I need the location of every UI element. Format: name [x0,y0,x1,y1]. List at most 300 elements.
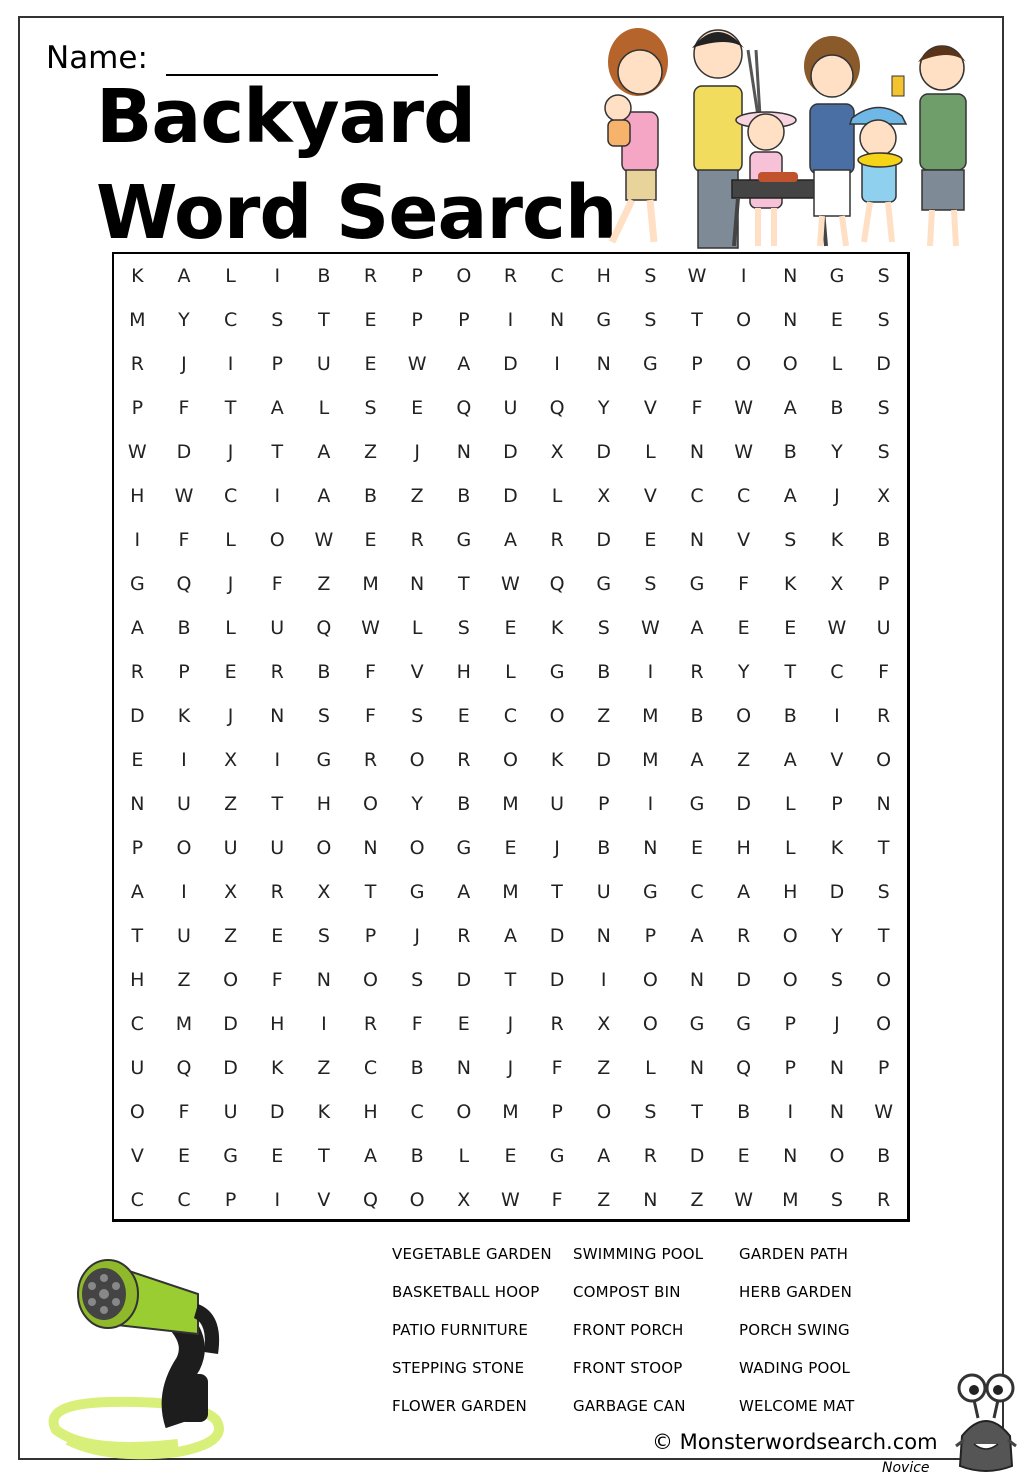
grid-letter[interactable]: T [784,661,797,683]
grid-letter[interactable]: B [364,485,378,507]
grid-letter[interactable]: L [831,353,843,375]
grid-letter[interactable]: N [270,705,285,727]
grid-letter[interactable]: O [409,749,425,771]
grid-letter[interactable]: F [271,969,283,991]
grid-letter[interactable]: G [596,309,612,331]
grid-letter[interactable]: S [364,397,377,419]
grid-letter[interactable]: B [877,529,891,551]
grid-letter[interactable]: S [317,705,330,727]
grid-letter[interactable]: S [877,265,890,287]
grid-letter[interactable]: I [227,353,234,375]
grid-letter[interactable]: E [364,309,377,331]
grid-letter[interactable]: P [831,793,843,815]
grid-letter[interactable]: E [830,309,843,331]
grid-letter[interactable]: V [830,749,844,771]
grid-letter[interactable]: D [689,1145,705,1167]
grid-letter[interactable]: D [503,441,518,463]
grid-letter[interactable]: G [643,353,658,375]
grid-letter[interactable]: S [644,265,657,287]
grid-letter[interactable]: Z [690,1189,704,1211]
grid-letter[interactable]: S [271,309,284,331]
grid-letter[interactable]: F [411,1013,423,1035]
grid-letter[interactable]: E [504,1145,517,1167]
grid-letter[interactable]: T [318,1145,330,1167]
grid-letter[interactable]: A [130,881,144,903]
grid-letter[interactable]: D [549,969,565,991]
grid-letter[interactable]: N [456,441,471,463]
grid-letter[interactable]: N [783,1145,798,1167]
grid-letter[interactable]: O [129,1101,145,1123]
grid-letter[interactable]: X [224,881,238,903]
grid-letter[interactable]: B [410,1057,424,1079]
grid-letter[interactable]: O [176,837,192,859]
grid-letter[interactable]: A [317,441,331,463]
grid-letter[interactable]: R [457,925,471,947]
grid-letter[interactable]: I [834,705,840,727]
grid-letter[interactable]: R [363,1013,378,1035]
grid-letter[interactable]: D [876,353,891,375]
grid-letter[interactable]: W [687,265,707,287]
grid-letter[interactable]: N [316,969,331,991]
grid-letter[interactable]: L [225,265,236,287]
grid-letter[interactable]: Y [178,309,190,331]
grid-letter[interactable]: J [181,353,187,375]
grid-letter[interactable]: T [551,881,563,903]
grid-letter[interactable]: R [737,925,751,947]
grid-letter[interactable]: M [502,1101,519,1123]
grid-letter[interactable]: L [645,441,656,463]
grid-letter[interactable]: B [877,1145,891,1167]
grid-letter[interactable]: D [596,749,612,771]
grid-letter[interactable]: G [596,573,612,595]
grid-letter[interactable]: P [597,793,610,815]
grid-letter[interactable]: U [270,837,285,859]
grid-letter[interactable]: O [596,1101,612,1123]
grid-letter[interactable]: T [691,1101,703,1123]
grid-letter[interactable]: I [600,969,607,991]
grid-letter[interactable]: Q [549,397,565,419]
grid-letter[interactable]: F [178,1101,190,1123]
grid-letter[interactable]: K [830,837,844,859]
grid-letter[interactable]: A [597,1145,611,1167]
grid-letter[interactable]: W [361,617,380,639]
grid-letter[interactable]: S [830,1189,843,1211]
grid-letter[interactable]: E [364,529,377,551]
grid-letter[interactable]: B [317,661,331,683]
grid-letter[interactable]: G [829,265,845,287]
grid-letter[interactable]: Z [597,705,611,727]
grid-letter[interactable]: B [830,397,844,419]
grid-letter[interactable]: W [874,1101,894,1123]
grid-letter[interactable]: W [640,617,660,639]
grid-letter[interactable]: A [690,749,704,771]
grid-letter[interactable]: O [549,705,565,727]
grid-letter[interactable]: O [409,837,425,859]
grid-letter[interactable]: B [457,485,471,507]
grid-letter[interactable]: H [736,837,751,859]
grid-letter[interactable]: E [691,837,704,859]
grid-letter[interactable]: P [458,309,470,331]
grid-letter[interactable]: B [597,661,611,683]
grid-letter[interactable]: E [644,529,657,551]
grid-letter[interactable]: V [410,661,424,683]
grid-letter[interactable]: Y [737,661,750,683]
grid-letter[interactable]: R [457,749,471,771]
grid-letter[interactable]: D [596,441,612,463]
grid-letter[interactable]: D [269,1101,285,1123]
grid-letter[interactable]: P [131,837,144,859]
grid-letter[interactable]: I [740,265,747,287]
grid-letter[interactable]: M [782,1189,799,1211]
grid-letter[interactable]: O [736,705,752,727]
grid-letter[interactable]: N [410,573,425,595]
grid-letter[interactable]: P [691,353,703,375]
grid-letter[interactable]: J [507,1057,514,1079]
grid-letter[interactable]: H [130,969,145,991]
grid-letter[interactable]: N [363,837,378,859]
grid-letter[interactable]: J [227,573,234,595]
grid-letter[interactable]: X [457,1189,471,1211]
grid-letter[interactable]: N [130,793,145,815]
grid-letter[interactable]: A [317,485,331,507]
grid-letter[interactable]: V [643,397,657,419]
grid-letter[interactable]: C [223,485,238,507]
grid-letter[interactable]: V [737,529,751,551]
grid-letter[interactable]: S [597,617,610,639]
grid-letter[interactable]: I [274,1189,281,1211]
grid-letter[interactable]: G [689,793,705,815]
grid-letter[interactable]: T [504,969,517,991]
grid-letter[interactable]: X [597,1013,611,1035]
grid-letter[interactable]: A [270,397,284,419]
grid-letter[interactable]: G [223,1145,238,1167]
grid-letter[interactable]: P [411,309,423,331]
grid-letter[interactable]: Q [736,1057,752,1079]
grid-letter[interactable]: T [131,925,144,947]
grid-letter[interactable]: O [456,265,472,287]
grid-letter[interactable]: N [643,837,658,859]
grid-letter[interactable]: O [782,353,798,375]
grid-letter[interactable]: C [503,705,518,727]
grid-letter[interactable]: U [223,837,238,859]
grid-letter[interactable]: S [830,969,843,991]
grid-letter[interactable]: I [134,529,141,551]
grid-letter[interactable]: I [507,309,514,331]
grid-letter[interactable]: R [130,661,144,683]
grid-letter[interactable]: O [363,793,378,815]
grid-letter[interactable]: N [549,309,565,331]
grid-letter[interactable]: A [783,485,797,507]
grid-letter[interactable]: J [834,485,840,507]
grid-letter[interactable]: K [784,573,797,595]
grid-letter[interactable]: P [224,1189,237,1211]
grid-letter[interactable]: D [130,705,145,727]
grid-letter[interactable]: H [783,881,798,903]
grid-letter[interactable]: J [227,441,234,463]
grid-letter[interactable]: H [270,1013,285,1035]
grid-letter[interactable]: A [457,353,471,375]
grid-letter[interactable]: S [877,441,890,463]
grid-letter[interactable]: Q [363,1189,378,1211]
grid-letter[interactable]: O [782,925,798,947]
grid-letter[interactable]: O [736,309,752,331]
grid-letter[interactable]: R [643,1145,657,1167]
grid-letter[interactable]: Z [364,441,378,463]
grid-letter[interactable]: L [318,397,330,419]
grid-letter[interactable]: Q [176,1057,192,1079]
grid-letter[interactable]: B [690,705,704,727]
grid-letter[interactable]: W [501,1189,520,1211]
grid-letter[interactable]: W [127,441,147,463]
grid-letter[interactable]: K [317,1101,331,1123]
grid-letter[interactable]: R [130,353,144,375]
grid-letter[interactable]: X [597,485,611,507]
grid-letter[interactable]: Z [177,969,191,991]
grid-letter[interactable]: U [596,881,611,903]
grid-letter[interactable]: A [130,617,144,639]
grid-letter[interactable]: I [274,749,281,771]
grid-letter[interactable]: I [787,1101,794,1123]
grid-letter[interactable]: Z [317,573,331,595]
grid-letter[interactable]: L [784,837,796,859]
grid-letter[interactable]: M [502,881,519,903]
grid-letter[interactable]: R [270,661,284,683]
grid-letter[interactable]: R [270,881,284,903]
grid-letter[interactable]: P [784,1013,797,1035]
grid-letter[interactable]: I [181,749,187,771]
grid-letter[interactable]: O [829,1145,845,1167]
grid-letter[interactable]: V [317,1189,331,1211]
grid-letter[interactable]: D [456,969,472,991]
grid-letter[interactable]: L [411,617,423,639]
grid-letter[interactable]: D [736,793,751,815]
grid-letter[interactable]: Y [597,397,610,419]
grid-letter[interactable]: Z [410,485,424,507]
grid-letter[interactable]: F [365,661,376,683]
grid-letter[interactable]: H [363,1101,378,1123]
grid-letter[interactable]: O [876,969,892,991]
grid-letter[interactable]: G [129,573,145,595]
grid-letter[interactable]: G [456,529,472,551]
grid-letter[interactable]: L [458,1145,470,1167]
grid-letter[interactable]: E [737,1145,750,1167]
grid-letter[interactable]: S [457,617,470,639]
grid-letter[interactable]: O [876,1013,892,1035]
grid-letter[interactable]: O [223,969,239,991]
grid-letter[interactable]: N [689,529,705,551]
grid-letter[interactable]: O [502,749,518,771]
grid-letter[interactable]: W [501,573,520,595]
grid-letter[interactable]: N [596,925,611,947]
grid-letter[interactable]: C [550,265,564,287]
grid-letter[interactable]: X [317,881,331,903]
grid-letter[interactable]: P [178,661,190,683]
grid-letter[interactable]: B [457,793,471,815]
grid-letter[interactable]: M [642,749,659,771]
grid-letter[interactable]: K [830,529,844,551]
grid-letter[interactable]: X [224,749,238,771]
grid-letter[interactable]: H [596,265,611,287]
grid-letter[interactable]: W [314,529,334,551]
grid-letter[interactable]: G [643,881,658,903]
grid-letter[interactable]: U [550,793,565,815]
grid-letter[interactable]: D [736,969,751,991]
grid-letter[interactable]: M [642,705,659,727]
grid-letter[interactable]: U [223,1101,238,1123]
grid-letter[interactable]: P [271,353,283,375]
grid-letter[interactable]: M [502,793,519,815]
grid-letter[interactable]: N [829,1101,845,1123]
grid-letter[interactable]: E [364,353,377,375]
grid-letter[interactable]: H [456,661,471,683]
grid-letter[interactable]: W [827,617,847,639]
grid-letter[interactable]: L [784,793,796,815]
grid-letter[interactable]: U [270,617,285,639]
grid-letter[interactable]: B [597,837,611,859]
grid-letter[interactable]: S [877,309,890,331]
grid-letter[interactable]: Q [456,397,472,419]
grid-letter[interactable]: B [317,265,331,287]
grid-letter[interactable]: C [737,485,751,507]
grid-letter[interactable]: F [178,397,190,419]
grid-letter[interactable]: O [782,969,798,991]
grid-letter[interactable]: M [175,1013,193,1035]
grid-letter[interactable]: B [783,441,797,463]
grid-letter[interactable]: N [689,969,705,991]
grid-letter[interactable]: N [876,793,891,815]
grid-letter[interactable]: R [550,529,564,551]
grid-letter[interactable]: L [551,485,563,507]
grid-letter[interactable]: P [364,925,377,947]
grid-letter[interactable]: K [131,265,144,287]
grid-letter[interactable]: D [596,529,612,551]
grid-letter[interactable]: S [644,573,657,595]
grid-letter[interactable]: G [549,1145,565,1167]
grid-letter[interactable]: E [271,925,284,947]
grid-letter[interactable]: X [830,573,844,595]
grid-letter[interactable]: Q [316,617,332,639]
grid-letter[interactable]: C [130,1189,144,1211]
grid-letter[interactable]: Q [549,573,565,595]
grid-letter[interactable]: G [409,881,425,903]
grid-letter[interactable]: O [876,749,892,771]
grid-letter[interactable]: R [363,265,378,287]
grid-letter[interactable]: O [409,1189,425,1211]
grid-letter[interactable]: S [877,881,890,903]
grid-letter[interactable]: I [181,881,187,903]
grid-letter[interactable]: U [177,793,191,815]
grid-letter[interactable]: I [554,353,560,375]
grid-letter[interactable]: T [271,793,284,815]
grid-letter[interactable]: J [414,925,420,947]
grid-letter[interactable]: Y [831,925,843,947]
grid-letter[interactable]: R [877,1189,891,1211]
grid-letter[interactable]: E [457,705,470,727]
grid-letter[interactable]: A [783,749,797,771]
grid-letter[interactable]: R [503,265,518,287]
grid-letter[interactable]: P [131,397,144,419]
grid-letter[interactable]: H [316,793,332,815]
grid-letter[interactable]: T [271,441,284,463]
grid-letter[interactable]: R [877,705,891,727]
grid-letter[interactable]: P [784,1057,797,1079]
grid-letter[interactable]: D [549,925,565,947]
grid-letter[interactable]: F [365,705,376,727]
grid-letter[interactable]: U [876,617,891,639]
grid-letter[interactable]: F [878,661,890,683]
grid-letter[interactable]: J [507,1013,514,1035]
grid-letter[interactable]: N [689,441,705,463]
grid-letter[interactable]: C [130,1013,144,1035]
grid-letter[interactable]: J [414,441,420,463]
grid-letter[interactable]: K [550,617,564,639]
grid-letter[interactable]: F [691,397,703,419]
grid-letter[interactable]: W [734,441,754,463]
grid-letter[interactable]: U [130,1057,145,1079]
grid-letter[interactable]: A [503,925,517,947]
grid-letter[interactable]: K [177,705,191,727]
grid-letter[interactable]: Y [831,441,843,463]
grid-letter[interactable]: S [784,529,797,551]
grid-letter[interactable]: E [737,617,750,639]
grid-letter[interactable]: A [690,925,704,947]
grid-letter[interactable]: C [363,1057,378,1079]
grid-letter[interactable]: C [690,485,704,507]
grid-letter[interactable]: W [734,397,754,419]
grid-letter[interactable]: M [362,573,379,595]
grid-letter[interactable]: S [644,1101,657,1123]
grid-letter[interactable]: V [130,1145,144,1167]
grid-letter[interactable]: Z [597,1057,611,1079]
grid-letter[interactable]: S [411,705,424,727]
grid-letter[interactable]: B [737,1101,751,1123]
grid-letter[interactable]: A [783,397,797,419]
grid-letter[interactable]: W [407,353,427,375]
grid-letter[interactable]: E [177,1145,190,1167]
grid-letter[interactable]: G [736,1013,752,1035]
grid-letter[interactable]: F [551,1057,563,1079]
grid-letter[interactable]: O [316,837,332,859]
grid-letter[interactable]: P [644,925,657,947]
grid-letter[interactable]: T [458,573,470,595]
grid-letter[interactable]: E [504,617,517,639]
grid-letter[interactable]: T [318,309,330,331]
grid-letter[interactable]: Y [411,793,423,815]
grid-letter[interactable]: A [690,617,704,639]
grid-letter[interactable]: A [457,881,471,903]
grid-letter[interactable]: O [736,353,752,375]
grid-letter[interactable]: J [554,837,560,859]
grid-letter[interactable]: B [177,617,191,639]
grid-letter[interactable]: X [550,441,564,463]
grid-letter[interactable]: L [225,617,236,639]
grid-letter[interactable]: L [645,1057,656,1079]
grid-letter[interactable]: Z [224,925,238,947]
grid-letter[interactable]: I [647,661,654,683]
grid-letter[interactable]: E [411,397,424,419]
grid-letter[interactable]: E [131,749,144,771]
grid-letter[interactable]: E [504,837,517,859]
grid-letter[interactable]: E [271,1145,284,1167]
grid-letter[interactable]: G [689,1013,705,1035]
grid-letter[interactable]: C [177,1189,191,1211]
grid-letter[interactable]: Z [597,1189,611,1211]
grid-letter[interactable]: C [690,881,704,903]
grid-letter[interactable]: I [274,265,281,287]
grid-letter[interactable]: Z [317,1057,331,1079]
grid-letter[interactable]: O [269,529,285,551]
grid-letter[interactable]: S [877,397,890,419]
